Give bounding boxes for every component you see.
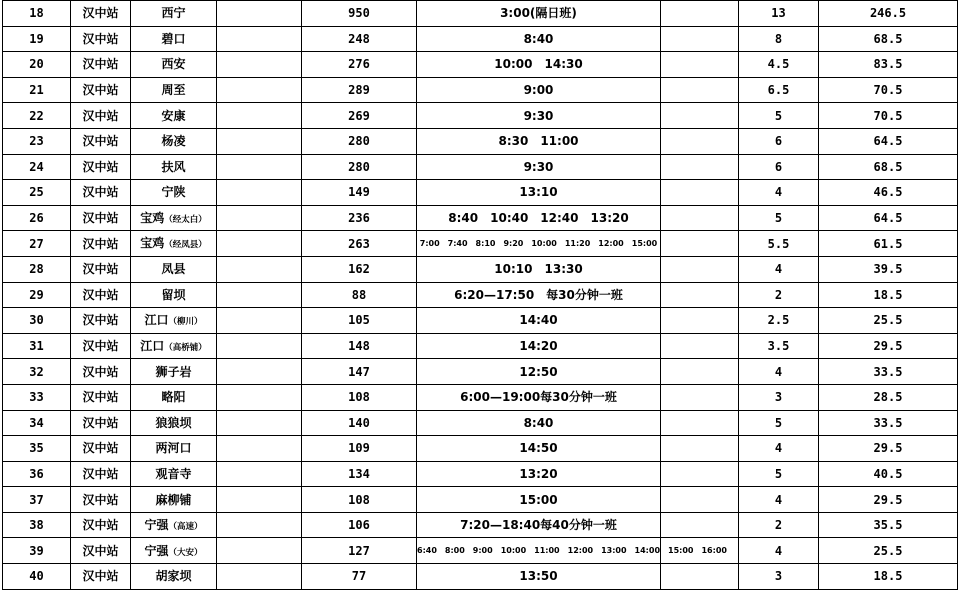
origin-station-cell: 汉中站 xyxy=(71,180,131,206)
distance-cell: 108 xyxy=(302,384,417,410)
destination-name: 麻柳铺 xyxy=(155,492,192,507)
row-number-cell: 40 xyxy=(3,564,71,590)
blank-cell xyxy=(661,205,739,231)
blank-cell xyxy=(661,487,739,513)
duration-cell: 3.5 xyxy=(739,333,819,359)
fare-cell: 246.5 xyxy=(819,1,958,27)
fare-cell: 68.5 xyxy=(819,26,958,52)
distance-cell: 88 xyxy=(302,282,417,308)
departure-time-cell: 13:10 xyxy=(417,180,661,206)
blank-cell xyxy=(217,52,302,78)
origin-station-cell: 汉中站 xyxy=(71,103,131,129)
destination-name: 宝鸡 xyxy=(140,210,165,225)
distance-cell: 127 xyxy=(302,538,417,564)
duration-cell: 4 xyxy=(739,487,819,513)
origin-station-cell: 汉中站 xyxy=(71,256,131,282)
origin-station-cell: 汉中站 xyxy=(71,282,131,308)
row-number-cell: 34 xyxy=(3,410,71,436)
distance-cell: 263 xyxy=(302,231,417,257)
table-row xyxy=(3,1,958,27)
destination-route-note: （柳川） xyxy=(168,317,203,328)
blank-cell xyxy=(217,564,302,590)
origin-station-cell: 汉中站 xyxy=(71,308,131,334)
distance-cell: 148 xyxy=(302,333,417,359)
row-number-cell: 18 xyxy=(3,1,71,27)
destination-cell xyxy=(131,231,217,257)
table-row xyxy=(3,436,958,462)
fare-cell: 68.5 xyxy=(819,154,958,180)
duration-cell: 13 xyxy=(739,1,819,27)
departure-time-cell: 10:10 13:30 xyxy=(417,256,661,282)
row-number-cell: 22 xyxy=(3,103,71,129)
fare-cell: 33.5 xyxy=(819,359,958,385)
row-number-cell: 35 xyxy=(3,436,71,462)
departure-time-cell: 12:50 xyxy=(417,359,661,385)
fare-cell: 35.5 xyxy=(819,512,958,538)
row-number-cell: 20 xyxy=(3,52,71,78)
origin-station-cell: 汉中站 xyxy=(71,384,131,410)
row-number-cell: 26 xyxy=(3,205,71,231)
distance-cell: 134 xyxy=(302,461,417,487)
blank-cell xyxy=(217,410,302,436)
distance-cell: 248 xyxy=(302,26,417,52)
departure-time-cell: 8:40 xyxy=(417,410,661,436)
table-row xyxy=(3,103,958,129)
blank-cell xyxy=(217,461,302,487)
blank-cell xyxy=(661,461,739,487)
origin-station-cell: 汉中站 xyxy=(71,52,131,78)
blank-cell xyxy=(217,1,302,27)
origin-station-cell: 汉中站 xyxy=(71,487,131,513)
fare-cell: 83.5 xyxy=(819,52,958,78)
destination-name: 杨凌 xyxy=(161,134,186,149)
row-number-cell: 29 xyxy=(3,282,71,308)
duration-cell: 4 xyxy=(739,538,819,564)
destination-cell xyxy=(131,487,217,513)
table-row xyxy=(3,461,958,487)
row-number-cell: 36 xyxy=(3,461,71,487)
destination-cell xyxy=(131,461,217,487)
row-number-cell: 25 xyxy=(3,180,71,206)
table-row xyxy=(3,410,958,436)
distance-cell: 149 xyxy=(302,180,417,206)
destination-route-note: （经太白） xyxy=(164,214,207,225)
departure-time-cell: 15:00 xyxy=(417,487,661,513)
row-number-cell: 31 xyxy=(3,333,71,359)
origin-station-cell: 汉中站 xyxy=(71,333,131,359)
distance-cell: 950 xyxy=(302,1,417,27)
row-number-cell: 37 xyxy=(3,487,71,513)
blank-cell xyxy=(661,231,739,257)
row-number-cell: 39 xyxy=(3,538,71,564)
distance-cell: 140 xyxy=(302,410,417,436)
departure-time-cell: 7:20—18:40每40分钟一班 xyxy=(417,512,661,538)
row-number-cell: 23 xyxy=(3,128,71,154)
departure-time-cell: 9:00 xyxy=(417,77,661,103)
destination-route-note: （经凤县） xyxy=(164,240,207,251)
blank-cell xyxy=(217,538,302,564)
fare-cell: 29.5 xyxy=(819,333,958,359)
departure-time-cell: 6:20—17:50 每30分钟一班 xyxy=(417,282,661,308)
destination-name: 胡家坝 xyxy=(155,569,192,584)
fare-cell: 39.5 xyxy=(819,256,958,282)
destination-name: 江口 xyxy=(144,313,169,328)
blank-cell xyxy=(217,103,302,129)
origin-station-cell: 汉中站 xyxy=(71,128,131,154)
departure-time-cell: 9:30 xyxy=(417,103,661,129)
destination-name: 两河口 xyxy=(155,441,192,456)
departure-time-cell: 3:00(隔日班) xyxy=(417,1,661,27)
duration-cell: 5 xyxy=(739,205,819,231)
duration-cell: 4 xyxy=(739,256,819,282)
destination-cell xyxy=(131,103,217,129)
distance-cell: 77 xyxy=(302,564,417,590)
origin-station-cell: 汉中站 xyxy=(71,564,131,590)
destination-name: 扶风 xyxy=(161,159,186,174)
distance-cell: 106 xyxy=(302,512,417,538)
origin-station-cell: 汉中站 xyxy=(71,26,131,52)
fare-cell: 28.5 xyxy=(819,384,958,410)
table-row xyxy=(3,180,958,206)
origin-station-cell: 汉中站 xyxy=(71,77,131,103)
blank-cell xyxy=(661,333,739,359)
destination-name: 西安 xyxy=(161,57,186,72)
destination-name: 狮子岩 xyxy=(155,364,192,379)
destination-name: 西宁 xyxy=(161,6,186,21)
distance-cell: 280 xyxy=(302,128,417,154)
blank-cell xyxy=(217,512,302,538)
blank-cell xyxy=(217,384,302,410)
blank-cell xyxy=(661,410,739,436)
destination-name: 宁陕 xyxy=(161,185,186,200)
departure-time-cell: 8:30 11:00 xyxy=(417,128,661,154)
blank-cell xyxy=(661,359,739,385)
destination-name: 安康 xyxy=(161,108,186,123)
blank-cell xyxy=(217,77,302,103)
blank-cell xyxy=(661,1,739,27)
destination-name: 宁强 xyxy=(144,543,169,558)
fare-cell: 29.5 xyxy=(819,436,958,462)
destination-cell xyxy=(131,154,217,180)
departure-time-cell: 8:40 10:40 12:40 13:20 xyxy=(417,205,661,231)
duration-cell: 2 xyxy=(739,512,819,538)
duration-cell: 5 xyxy=(739,461,819,487)
row-number-cell: 21 xyxy=(3,77,71,103)
destination-name: 周至 xyxy=(161,83,186,98)
origin-station-cell: 汉中站 xyxy=(71,538,131,564)
duration-cell: 6 xyxy=(739,154,819,180)
destination-route-note: （高桥铺） xyxy=(164,342,207,353)
table-row xyxy=(3,308,958,334)
fare-cell: 18.5 xyxy=(819,282,958,308)
duration-cell: 3 xyxy=(739,384,819,410)
destination-cell xyxy=(131,436,217,462)
blank-cell xyxy=(661,52,739,78)
duration-cell: 4 xyxy=(739,180,819,206)
blank-cell xyxy=(661,512,739,538)
blank-cell xyxy=(217,180,302,206)
blank-cell xyxy=(661,26,739,52)
distance-cell: 280 xyxy=(302,154,417,180)
fare-cell: 61.5 xyxy=(819,231,958,257)
origin-station-cell: 汉中站 xyxy=(71,461,131,487)
blank-cell xyxy=(661,564,739,590)
blank-cell xyxy=(217,359,302,385)
distance-cell: 162 xyxy=(302,256,417,282)
origin-station-cell: 汉中站 xyxy=(71,1,131,27)
origin-station-cell: 汉中站 xyxy=(71,359,131,385)
table-body xyxy=(3,1,958,590)
origin-station-cell: 汉中站 xyxy=(71,154,131,180)
distance-cell: 276 xyxy=(302,52,417,78)
blank-cell xyxy=(217,256,302,282)
destination-route-note: （大安） xyxy=(168,547,203,558)
duration-cell: 4 xyxy=(739,359,819,385)
destination-name: 留坝 xyxy=(161,287,186,302)
destination-name: 凤县 xyxy=(161,262,186,277)
table-row xyxy=(3,26,958,52)
destination-cell xyxy=(131,205,217,231)
departure-time-cell: 13:50 xyxy=(417,564,661,590)
duration-cell: 5 xyxy=(739,103,819,129)
fare-cell: 46.5 xyxy=(819,180,958,206)
table-row xyxy=(3,384,958,410)
table-row xyxy=(3,564,958,590)
blank-cell xyxy=(217,436,302,462)
blank-cell xyxy=(217,282,302,308)
departure-time-cell: 9:30 xyxy=(417,154,661,180)
blank-cell xyxy=(217,154,302,180)
duration-cell: 4.5 xyxy=(739,52,819,78)
duration-cell: 6 xyxy=(739,128,819,154)
origin-station-cell: 汉中站 xyxy=(71,512,131,538)
destination-cell xyxy=(131,26,217,52)
blank-cell xyxy=(217,333,302,359)
destination-cell xyxy=(131,410,217,436)
row-number-cell: 19 xyxy=(3,26,71,52)
distance-cell: 108 xyxy=(302,487,417,513)
blank-cell xyxy=(661,180,739,206)
fare-cell: 64.5 xyxy=(819,205,958,231)
row-number-cell: 38 xyxy=(3,512,71,538)
destination-cell xyxy=(131,256,217,282)
blank-cell xyxy=(661,436,739,462)
origin-station-cell: 汉中站 xyxy=(71,436,131,462)
duration-cell: 8 xyxy=(739,26,819,52)
destination-cell xyxy=(131,512,217,538)
departure-time-cell: 14:50 xyxy=(417,436,661,462)
table-row xyxy=(3,231,958,257)
table-row xyxy=(3,77,958,103)
blank-cell xyxy=(217,26,302,52)
destination-cell xyxy=(131,333,217,359)
duration-cell: 2 xyxy=(739,282,819,308)
table-row xyxy=(3,512,958,538)
row-number-cell: 33 xyxy=(3,384,71,410)
departure-time-cell: 14:20 xyxy=(417,333,661,359)
blank-cell xyxy=(217,205,302,231)
row-number-cell: 30 xyxy=(3,308,71,334)
destination-cell xyxy=(131,359,217,385)
fare-cell: 18.5 xyxy=(819,564,958,590)
destination-cell xyxy=(131,538,217,564)
blank-cell xyxy=(217,487,302,513)
table-row xyxy=(3,205,958,231)
destination-cell xyxy=(131,128,217,154)
fare-cell: 70.5 xyxy=(819,103,958,129)
destination-name: 宁强 xyxy=(144,517,169,532)
duration-cell: 2.5 xyxy=(739,308,819,334)
bus-schedule-table xyxy=(2,0,958,590)
destination-cell xyxy=(131,52,217,78)
destination-route-note: （高速） xyxy=(168,521,203,532)
distance-cell: 109 xyxy=(302,436,417,462)
row-number-cell: 28 xyxy=(3,256,71,282)
destination-name: 碧口 xyxy=(161,31,186,46)
blank-cell xyxy=(661,384,739,410)
table-row xyxy=(3,52,958,78)
destination-name: 略阳 xyxy=(161,390,186,405)
blank-cell xyxy=(661,103,739,129)
duration-cell: 5 xyxy=(739,410,819,436)
origin-station-cell: 汉中站 xyxy=(71,410,131,436)
destination-name: 观音寺 xyxy=(155,466,192,481)
origin-station-cell: 汉中站 xyxy=(71,205,131,231)
duration-cell: 5.5 xyxy=(739,231,819,257)
distance-cell: 289 xyxy=(302,77,417,103)
duration-cell: 4 xyxy=(739,436,819,462)
destination-name: 江口 xyxy=(140,338,165,353)
destination-cell xyxy=(131,282,217,308)
table-row xyxy=(3,128,958,154)
destination-name: 宝鸡 xyxy=(140,236,165,251)
fare-cell: 25.5 xyxy=(819,538,958,564)
distance-cell: 105 xyxy=(302,308,417,334)
table-row xyxy=(3,282,958,308)
departure-time-cell: 13:20 xyxy=(417,461,661,487)
table-row xyxy=(3,359,958,385)
fare-cell: 64.5 xyxy=(819,128,958,154)
destination-cell xyxy=(131,384,217,410)
duration-cell: 3 xyxy=(739,564,819,590)
destination-cell xyxy=(131,1,217,27)
departure-time-cell: 6:40 8:00 9:00 10:00 11:00 12:00 13:00 14:00 15:00 16:00 xyxy=(417,538,661,564)
departure-time-cell: 7:00 7:40 8:10 9:20 10:00 11:20 12:00 15:00 xyxy=(417,231,661,257)
departure-time-cell: 8:40 xyxy=(417,26,661,52)
table-row xyxy=(3,333,958,359)
destination-cell xyxy=(131,564,217,590)
fare-cell: 33.5 xyxy=(819,410,958,436)
destination-cell xyxy=(131,180,217,206)
fare-cell: 25.5 xyxy=(819,308,958,334)
fare-cell: 29.5 xyxy=(819,487,958,513)
table-row xyxy=(3,538,958,564)
duration-cell: 6.5 xyxy=(739,77,819,103)
destination-cell xyxy=(131,77,217,103)
blank-cell xyxy=(661,308,739,334)
table-row xyxy=(3,154,958,180)
fare-cell: 70.5 xyxy=(819,77,958,103)
blank-cell xyxy=(661,256,739,282)
blank-cell xyxy=(661,154,739,180)
blank-cell xyxy=(217,128,302,154)
row-number-cell: 24 xyxy=(3,154,71,180)
blank-cell xyxy=(661,77,739,103)
table-row xyxy=(3,487,958,513)
destination-name: 狼狼坝 xyxy=(155,415,192,430)
departure-time-cell: 14:40 xyxy=(417,308,661,334)
distance-cell: 236 xyxy=(302,205,417,231)
departure-time-cell: 10:00 14:30 xyxy=(417,52,661,78)
blank-cell xyxy=(661,128,739,154)
origin-station-cell: 汉中站 xyxy=(71,231,131,257)
distance-cell: 269 xyxy=(302,103,417,129)
row-number-cell: 32 xyxy=(3,359,71,385)
destination-cell xyxy=(131,308,217,334)
row-number-cell: 27 xyxy=(3,231,71,257)
blank-cell xyxy=(661,282,739,308)
departure-time-cell: 6:00—19:00每30分钟一班 xyxy=(417,384,661,410)
fare-cell: 40.5 xyxy=(819,461,958,487)
table-row xyxy=(3,256,958,282)
blank-cell xyxy=(217,308,302,334)
distance-cell: 147 xyxy=(302,359,417,385)
blank-cell xyxy=(217,231,302,257)
